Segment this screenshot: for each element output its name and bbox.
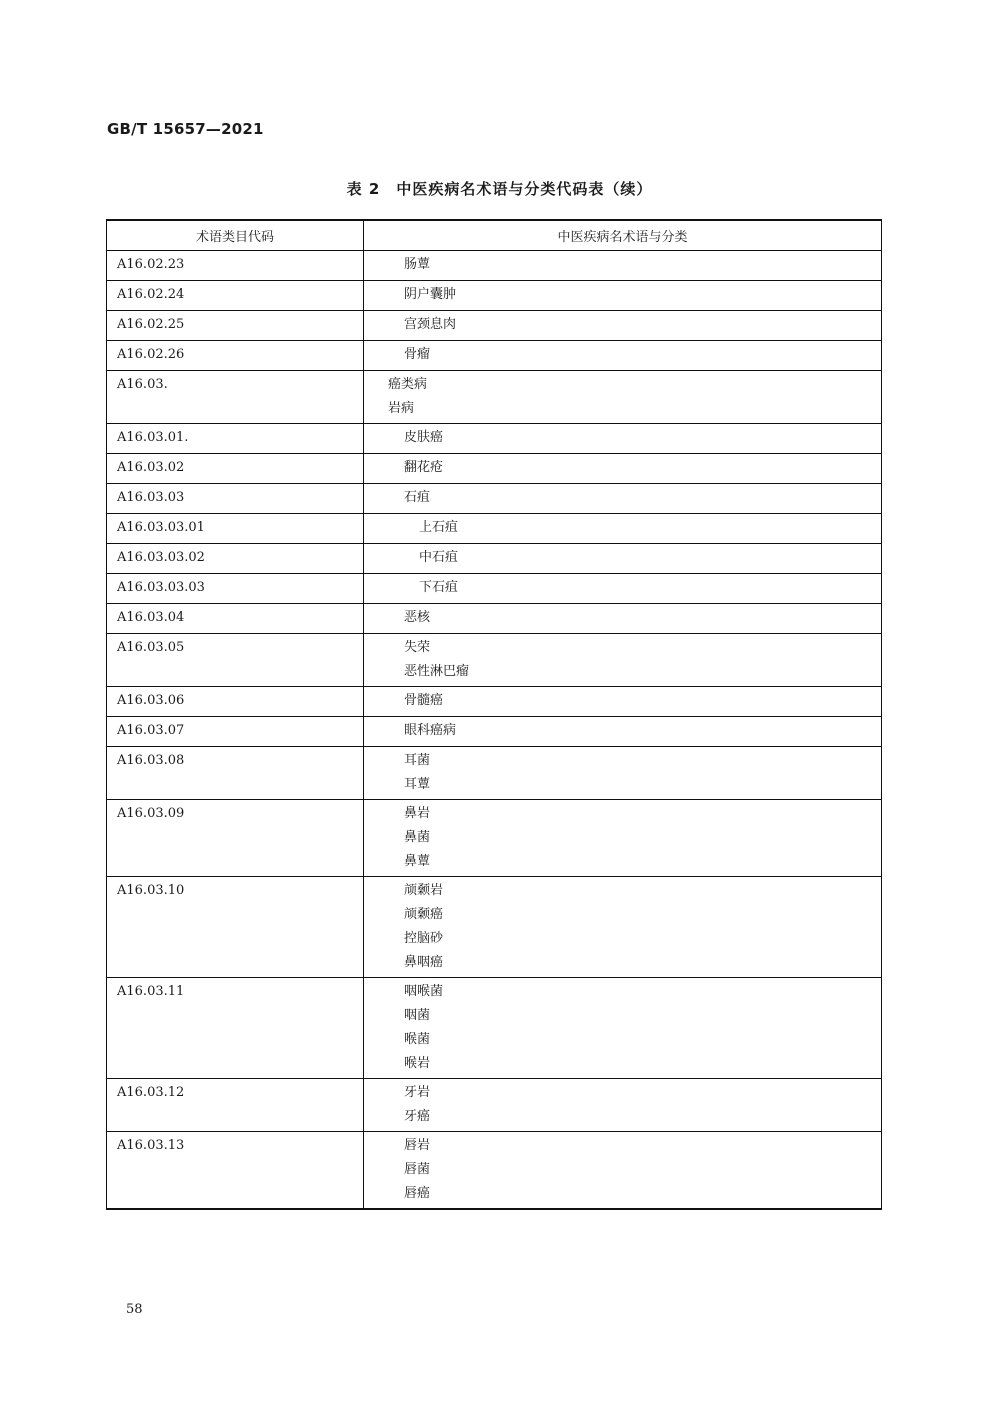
page-number: 58	[126, 1302, 143, 1317]
category-code: A16.03.05	[107, 634, 364, 687]
column-header-code: 术语类目代码	[107, 220, 364, 251]
disease-term: 鼻蕈	[404, 854, 431, 869]
disease-term: 鼻菌	[404, 830, 431, 845]
term-cell	[364, 544, 882, 574]
column-header-terms: 中医疾病名术语与分类	[364, 220, 882, 251]
disease-term: 上石疽	[419, 520, 459, 535]
category-code: A16.03.02	[107, 454, 364, 484]
table-row	[107, 978, 882, 1079]
disease-term: 鼻岩	[404, 806, 431, 821]
disease-term: 骨瘤	[404, 347, 431, 362]
table-row	[107, 371, 882, 424]
disease-term: 控脑砂	[404, 931, 444, 946]
table-row	[107, 800, 882, 877]
table-row	[107, 454, 882, 484]
table-header-row	[107, 220, 882, 251]
disease-term: 癌类病	[388, 377, 428, 392]
term-cell	[364, 574, 882, 604]
disease-term: 咽喉菌	[404, 984, 444, 999]
term-cell	[364, 717, 882, 747]
term-cell	[364, 514, 882, 544]
term-cell	[364, 687, 882, 717]
term-cell	[364, 281, 882, 311]
term-cell	[364, 978, 882, 1079]
category-code: A16.03.12	[107, 1079, 364, 1132]
category-code: A16.02.25	[107, 311, 364, 341]
table-row	[107, 717, 882, 747]
category-code: A16.03.03.03	[107, 574, 364, 604]
table-row	[107, 747, 882, 800]
disease-term: 牙岩	[404, 1085, 431, 1100]
table-row	[107, 514, 882, 544]
disease-term: 喉岩	[404, 1056, 431, 1071]
disease-term: 恶性淋巴瘤	[404, 664, 470, 679]
category-code: A16.03.10	[107, 877, 364, 978]
category-code: A16.03.06	[107, 687, 364, 717]
category-code: A16.03.	[107, 371, 364, 424]
table-row	[107, 484, 882, 514]
disease-term: 唇菌	[404, 1162, 431, 1177]
disease-term: 岩病	[388, 401, 415, 416]
category-code: A16.02.26	[107, 341, 364, 371]
table-row	[107, 281, 882, 311]
term-cell	[364, 454, 882, 484]
term-cell	[364, 1132, 882, 1210]
table-body	[107, 251, 882, 1210]
term-cell	[364, 604, 882, 634]
disease-term: 颃颡癌	[404, 907, 444, 922]
category-code: A16.03.13	[107, 1132, 364, 1210]
table-row	[107, 1132, 882, 1210]
disease-term: 宫颈息肉	[404, 317, 457, 332]
term-cell	[364, 251, 882, 281]
standard-code: GB/T 15657—2021	[107, 120, 264, 138]
table-row	[107, 1079, 882, 1132]
disease-term: 耳蕈	[404, 777, 431, 792]
table-row	[107, 604, 882, 634]
category-code: A16.03.07	[107, 717, 364, 747]
term-cell	[364, 424, 882, 454]
table-row	[107, 544, 882, 574]
disease-term: 咽菌	[404, 1008, 431, 1023]
disease-term: 骨髓癌	[404, 693, 444, 708]
disease-term: 耳菌	[404, 753, 431, 768]
disease-term: 牙癌	[404, 1109, 431, 1124]
term-cell	[364, 877, 882, 978]
disease-term: 恶核	[404, 610, 431, 625]
table-title: 表 2 中医疾病名术语与分类代码表（续）	[346, 180, 653, 198]
disease-term: 喉菌	[404, 1032, 431, 1047]
term-cell	[364, 311, 882, 341]
disease-term: 唇癌	[404, 1186, 431, 1201]
terminology-table	[106, 219, 882, 1210]
table-row	[107, 311, 882, 341]
disease-term: 肠蕈	[404, 257, 431, 272]
category-code: A16.03.01.	[107, 424, 364, 454]
category-code: A16.02.23	[107, 251, 364, 281]
category-code: A16.03.11	[107, 978, 364, 1079]
category-code: A16.03.04	[107, 604, 364, 634]
disease-term: 颃颡岩	[404, 883, 444, 898]
disease-term: 中石疽	[419, 550, 459, 565]
category-code: A16.02.24	[107, 281, 364, 311]
disease-term: 唇岩	[404, 1138, 431, 1153]
category-code: A16.03.08	[107, 747, 364, 800]
term-cell	[364, 800, 882, 877]
disease-term: 皮肤癌	[404, 430, 444, 445]
term-cell	[364, 634, 882, 687]
term-cell	[364, 1079, 882, 1132]
table-row	[107, 251, 882, 281]
table-row	[107, 574, 882, 604]
disease-term: 鼻咽癌	[404, 955, 444, 970]
category-code: A16.03.03	[107, 484, 364, 514]
table-row	[107, 634, 882, 687]
term-cell	[364, 747, 882, 800]
disease-term: 石疽	[404, 490, 431, 505]
disease-term: 阴户囊肿	[404, 287, 457, 302]
table-row	[107, 687, 882, 717]
category-code: A16.03.03.01	[107, 514, 364, 544]
disease-term: 下石疽	[419, 580, 459, 595]
disease-term: 眼科癌病	[404, 723, 457, 738]
table-row	[107, 424, 882, 454]
term-cell	[364, 484, 882, 514]
category-code: A16.03.03.02	[107, 544, 364, 574]
disease-term: 翻花疮	[404, 460, 444, 475]
table-row	[107, 341, 882, 371]
table-row	[107, 877, 882, 978]
term-cell	[364, 371, 882, 424]
term-cell	[364, 341, 882, 371]
category-code: A16.03.09	[107, 800, 364, 877]
disease-term: 失荣	[404, 640, 431, 655]
